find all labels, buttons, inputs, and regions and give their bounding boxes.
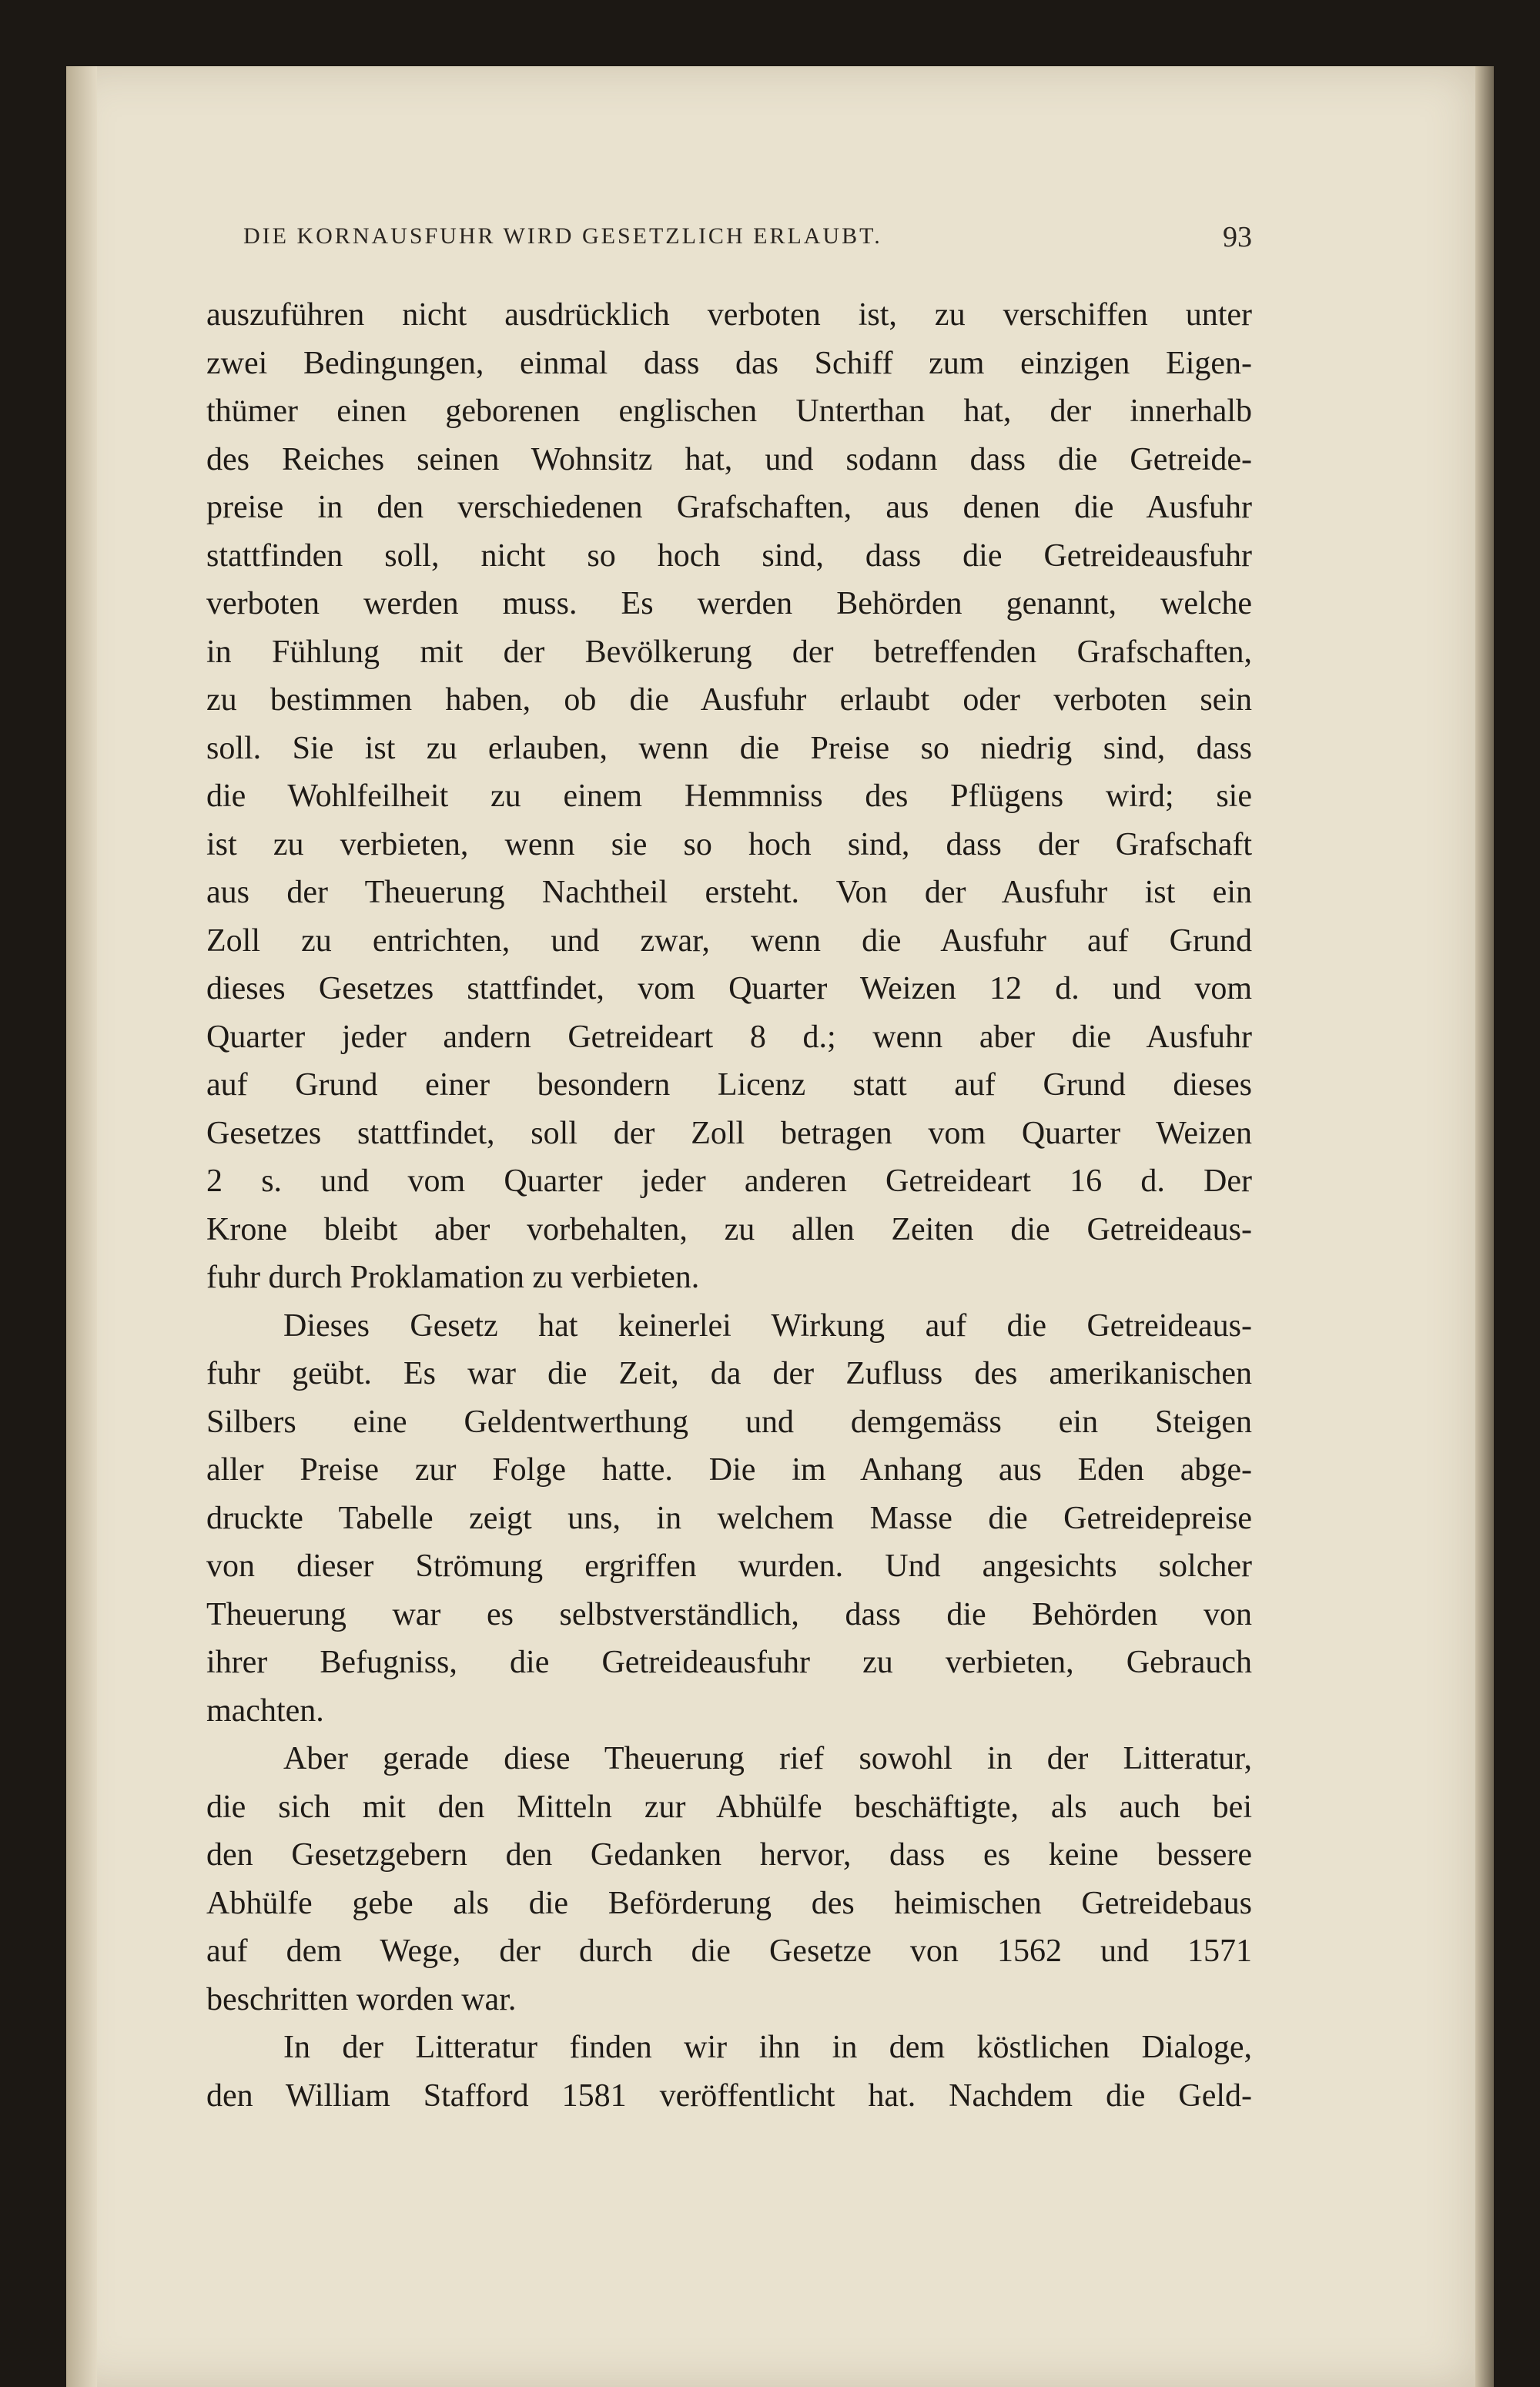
text-line: Abhülfe gebe als die Beförderung des heimischen Getreidebaus <box>206 1885 1252 1921</box>
text-line: fuhr geübt. Es war die Zeit, da der Zufluss des amerikanischen <box>206 1356 1252 1391</box>
paragraph <box>206 2024 1252 2120</box>
text-line: aus der Theuerung Nachtheil ersteht. Von der Ausfuhr ist ein <box>206 875 1252 910</box>
text-line: Quarter jeder andern Getreideart 8 d.; wenn aber die Ausfuhr <box>206 1019 1252 1055</box>
text-line: Theuerung war es selbstverständlich, dass die Behörden von <box>206 1596 1252 1632</box>
text-line: des Reiches seinen Wohnsitz hat, und sodann dass die Getreide- <box>206 441 1252 477</box>
text-line: Zoll zu entrichten, und zwar, wenn die Ausfuhr auf Grund <box>206 922 1252 959</box>
text-line: in Fühlung mit der Bevölkerung der betreffenden Grafschaften, <box>206 634 1252 670</box>
text-line: die Wohlfeilheit zu einem Hemmniss des Pflügens wird; sie <box>206 778 1252 814</box>
text-line: auf Grund einer besondern Licenz statt auf Grund dieses <box>206 1067 1252 1103</box>
text-line: ihrer Befugniss, die Getreideausfuhr zu verbieten, Gebrauch <box>206 1645 1252 1680</box>
text-line: ist zu verbieten, wenn sie so hoch sind, dass der Grafschaft <box>206 826 1252 862</box>
text-line: preise in den verschiedenen Grafschaften, aus denen die Ausfuhr <box>206 490 1252 525</box>
page-number: 93 <box>1223 221 1252 253</box>
text-line: auf dem Wege, der durch die Gesetze von 1562 und 1571 <box>206 1933 1252 1969</box>
text-line: In der Litteratur finden wir ihn in dem köstlichen Dialoge, <box>283 2030 1252 2065</box>
text-line: soll. Sie ist zu erlauben, wenn die Preise so niedrig sind, dass <box>206 730 1252 766</box>
page-header <box>243 223 1252 262</box>
text-line: Dieses Gesetz hat keinerlei Wirkung auf die Getreideaus- <box>283 1307 1252 1344</box>
text-line: verboten werden muss. Es werden Behörden genannt, welche <box>206 586 1252 621</box>
text-line: die sich mit den Mitteln zur Abhülfe beschäftigte, als auch bei <box>206 1789 1252 1825</box>
text-line: 2 s. und vom Quarter jeder anderen Getreideart 16 d. Der <box>206 1163 1252 1199</box>
text-line: Gesetzes stattfindet, soll der Zoll betragen vom Quarter Weizen <box>206 1115 1252 1151</box>
paragraph <box>206 1735 1252 2024</box>
text-line: thümer einen geborenen englischen Unterthan hat, der innerhalb <box>206 393 1252 429</box>
page-edge <box>1475 66 1494 2387</box>
paragraph <box>206 291 1252 1302</box>
text-line: Krone bleibt aber vorbehalten, zu allen Zeiten die Getreideaus- <box>206 1211 1252 1247</box>
text-line: Aber gerade diese Theuerung rief sowohl in der Litteratur, <box>283 1741 1252 1776</box>
running-head: DIE KORNAUSFUHR WIRD GESETZLICH ERLAUBT. <box>243 223 882 249</box>
text-line: zwei Bedingungen, einmal dass das Schiff zum einzigen Eigen- <box>206 345 1252 381</box>
text-line: von dieser Strömung ergriffen wurden. Und angesichts solcher <box>206 1548 1252 1584</box>
text-line: dieses Gesetzes stattfindet, vom Quarter Weizen 12 d. und vom <box>206 971 1252 1006</box>
text-line: stattfinden soll, nicht so hoch sind, dass die Getreideausfuhr <box>206 537 1252 574</box>
text-line: auszuführen nicht ausdrücklich verboten ist, zu verschiffen unter <box>206 297 1252 333</box>
text-line: aller Preise zur Folge hatte. Die im Anhang aus Eden abge- <box>206 1452 1252 1488</box>
page-gutter <box>66 66 97 2387</box>
text-line: beschritten worden war. <box>206 1981 517 2017</box>
text-line: zu bestimmen haben, ob die Ausfuhr erlaubt oder verboten sein <box>206 682 1252 718</box>
paragraph <box>206 1302 1252 1736</box>
text-line: den Gesetzgebern den Gedanken hervor, dass es keine bessere <box>206 1837 1252 1873</box>
text-line: den William Stafford 1581 veröffentlicht hat. Nachdem die Geld- <box>206 2077 1252 2114</box>
text-line: fuhr durch Proklamation zu verbieten. <box>206 1260 700 1295</box>
text-line: Silbers eine Geldentwerthung und demgemäss ein Steigen <box>206 1404 1252 1440</box>
text-line: machten. <box>206 1692 324 1729</box>
body-text <box>206 291 1252 2120</box>
text-line: druckte Tabelle zeigt uns, in welchem Masse die Getreidepreise <box>206 1500 1252 1536</box>
